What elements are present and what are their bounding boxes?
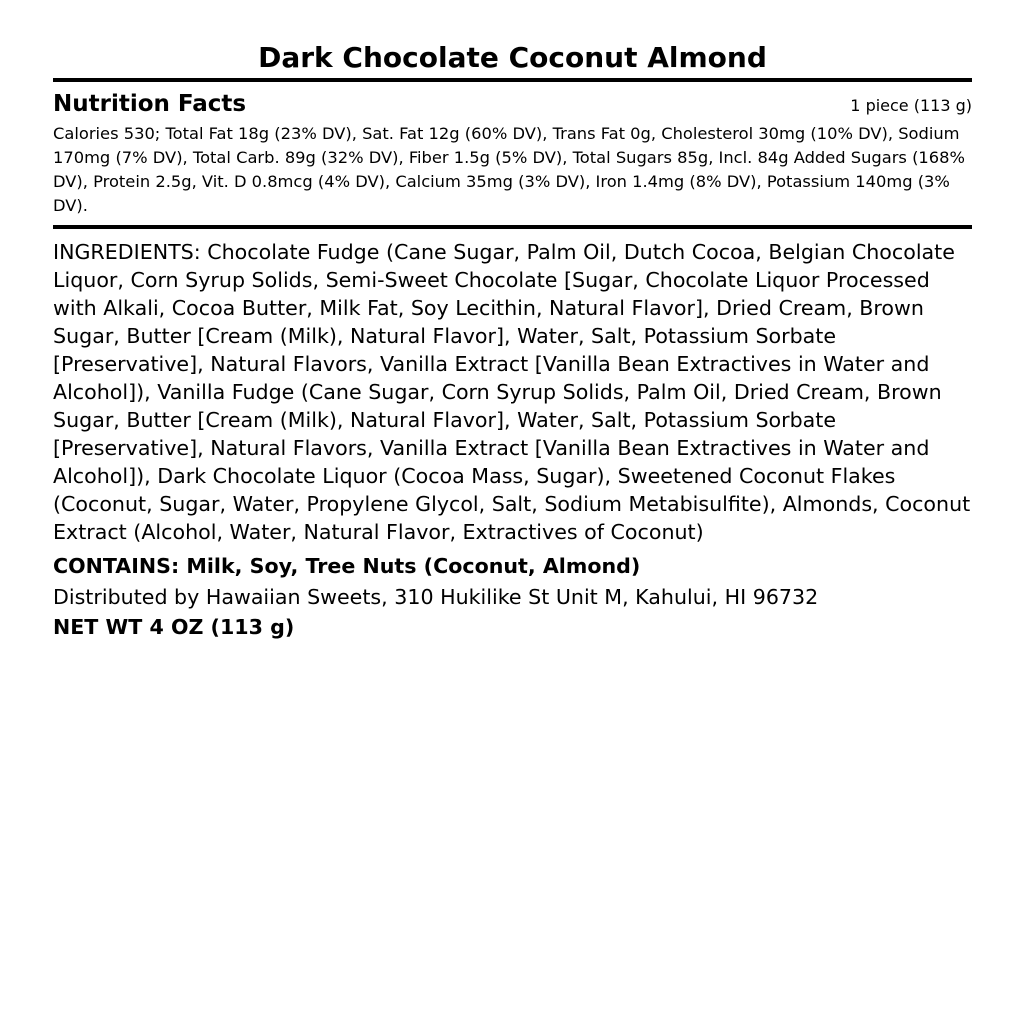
product-label [53,40,972,641]
nutrition-facts-header [53,90,972,118]
nutrition-facts-title: Nutrition Facts [53,91,247,117]
distributor-line: Distributed by Hawaiian Sweets, 310 Hukilike St Unit M, Kahului, HI 96732 [53,585,819,609]
top-divider [53,78,972,82]
allergen-statement: CONTAINS: Milk, Soy, Tree Nuts (Coconut, Almond) [53,554,641,578]
nutrition-details: Calories 530; Total Fat 18g (23% DV), Sat. Fat 12g (60% DV), Trans Fat 0g, Cholesterol 30mg (10% DV), Sodium 170mg (7% DV), Total Carb. 89g (32% DV), Fiber 1.5g (5% DV), Total Sugars 85g, Incl. 84g Added Sugars (168% DV), Protein 2.5g, Vit. D 0.8mcg (4% DV), Calcium 35mg (3% DV), Iron 1.4mg (8% DV), Potassium 140mg (3% DV). [53,124,965,215]
ingredients-text: INGREDIENTS: Chocolate Fudge (Cane Sugar, Palm Oil, Dutch Cocoa, Belgian Chocolate Liquor, Corn Syrup Solids, Semi-Sweet Chocolate [Sugar, Chocolate Liquor Processed with Alkali, Cocoa Butter, Milk Fat, Soy Lecithin, Natural Flavor], Dried Cream, Brown Sugar, Butter [Cream (Milk), Natural Flavor], Water, Salt, Potassium Sorbate [Preservative], Natural Flavors, Vanilla Extract [Vanilla Bean Extractives in Water and Alcohol]), Vanilla Fudge (Cane Sugar, Corn Syrup Solids, Palm Oil, Dried Cream, Brown Sugar, Butter [Cream (Milk), Natural Flavor], Water, Salt, Potassium Sorbate [Preservative], Natural Flavors, Vanilla Extract [Vanilla Bean Extractives in Water and Alcohol]), Dark Chocolate Liquor (Cocoa Mass, Sugar), Sweetened Coconut Flakes (Coconut, Sugar, Water, Propylene Glycol, Salt, Sodium Metabisulfite), Almonds, Coconut Extract (Alcohol, Water, Natural Flavor, Extractives of Coconut) [53,240,971,544]
nutrition-divider [53,225,972,229]
nutrition-facts-section [53,90,972,218]
product-title: Dark Chocolate Coconut Almond [258,41,767,74]
net-weight: NET WT 4 OZ (113 g) [53,615,295,639]
serving-size: 1 piece (113 g) [850,96,972,115]
